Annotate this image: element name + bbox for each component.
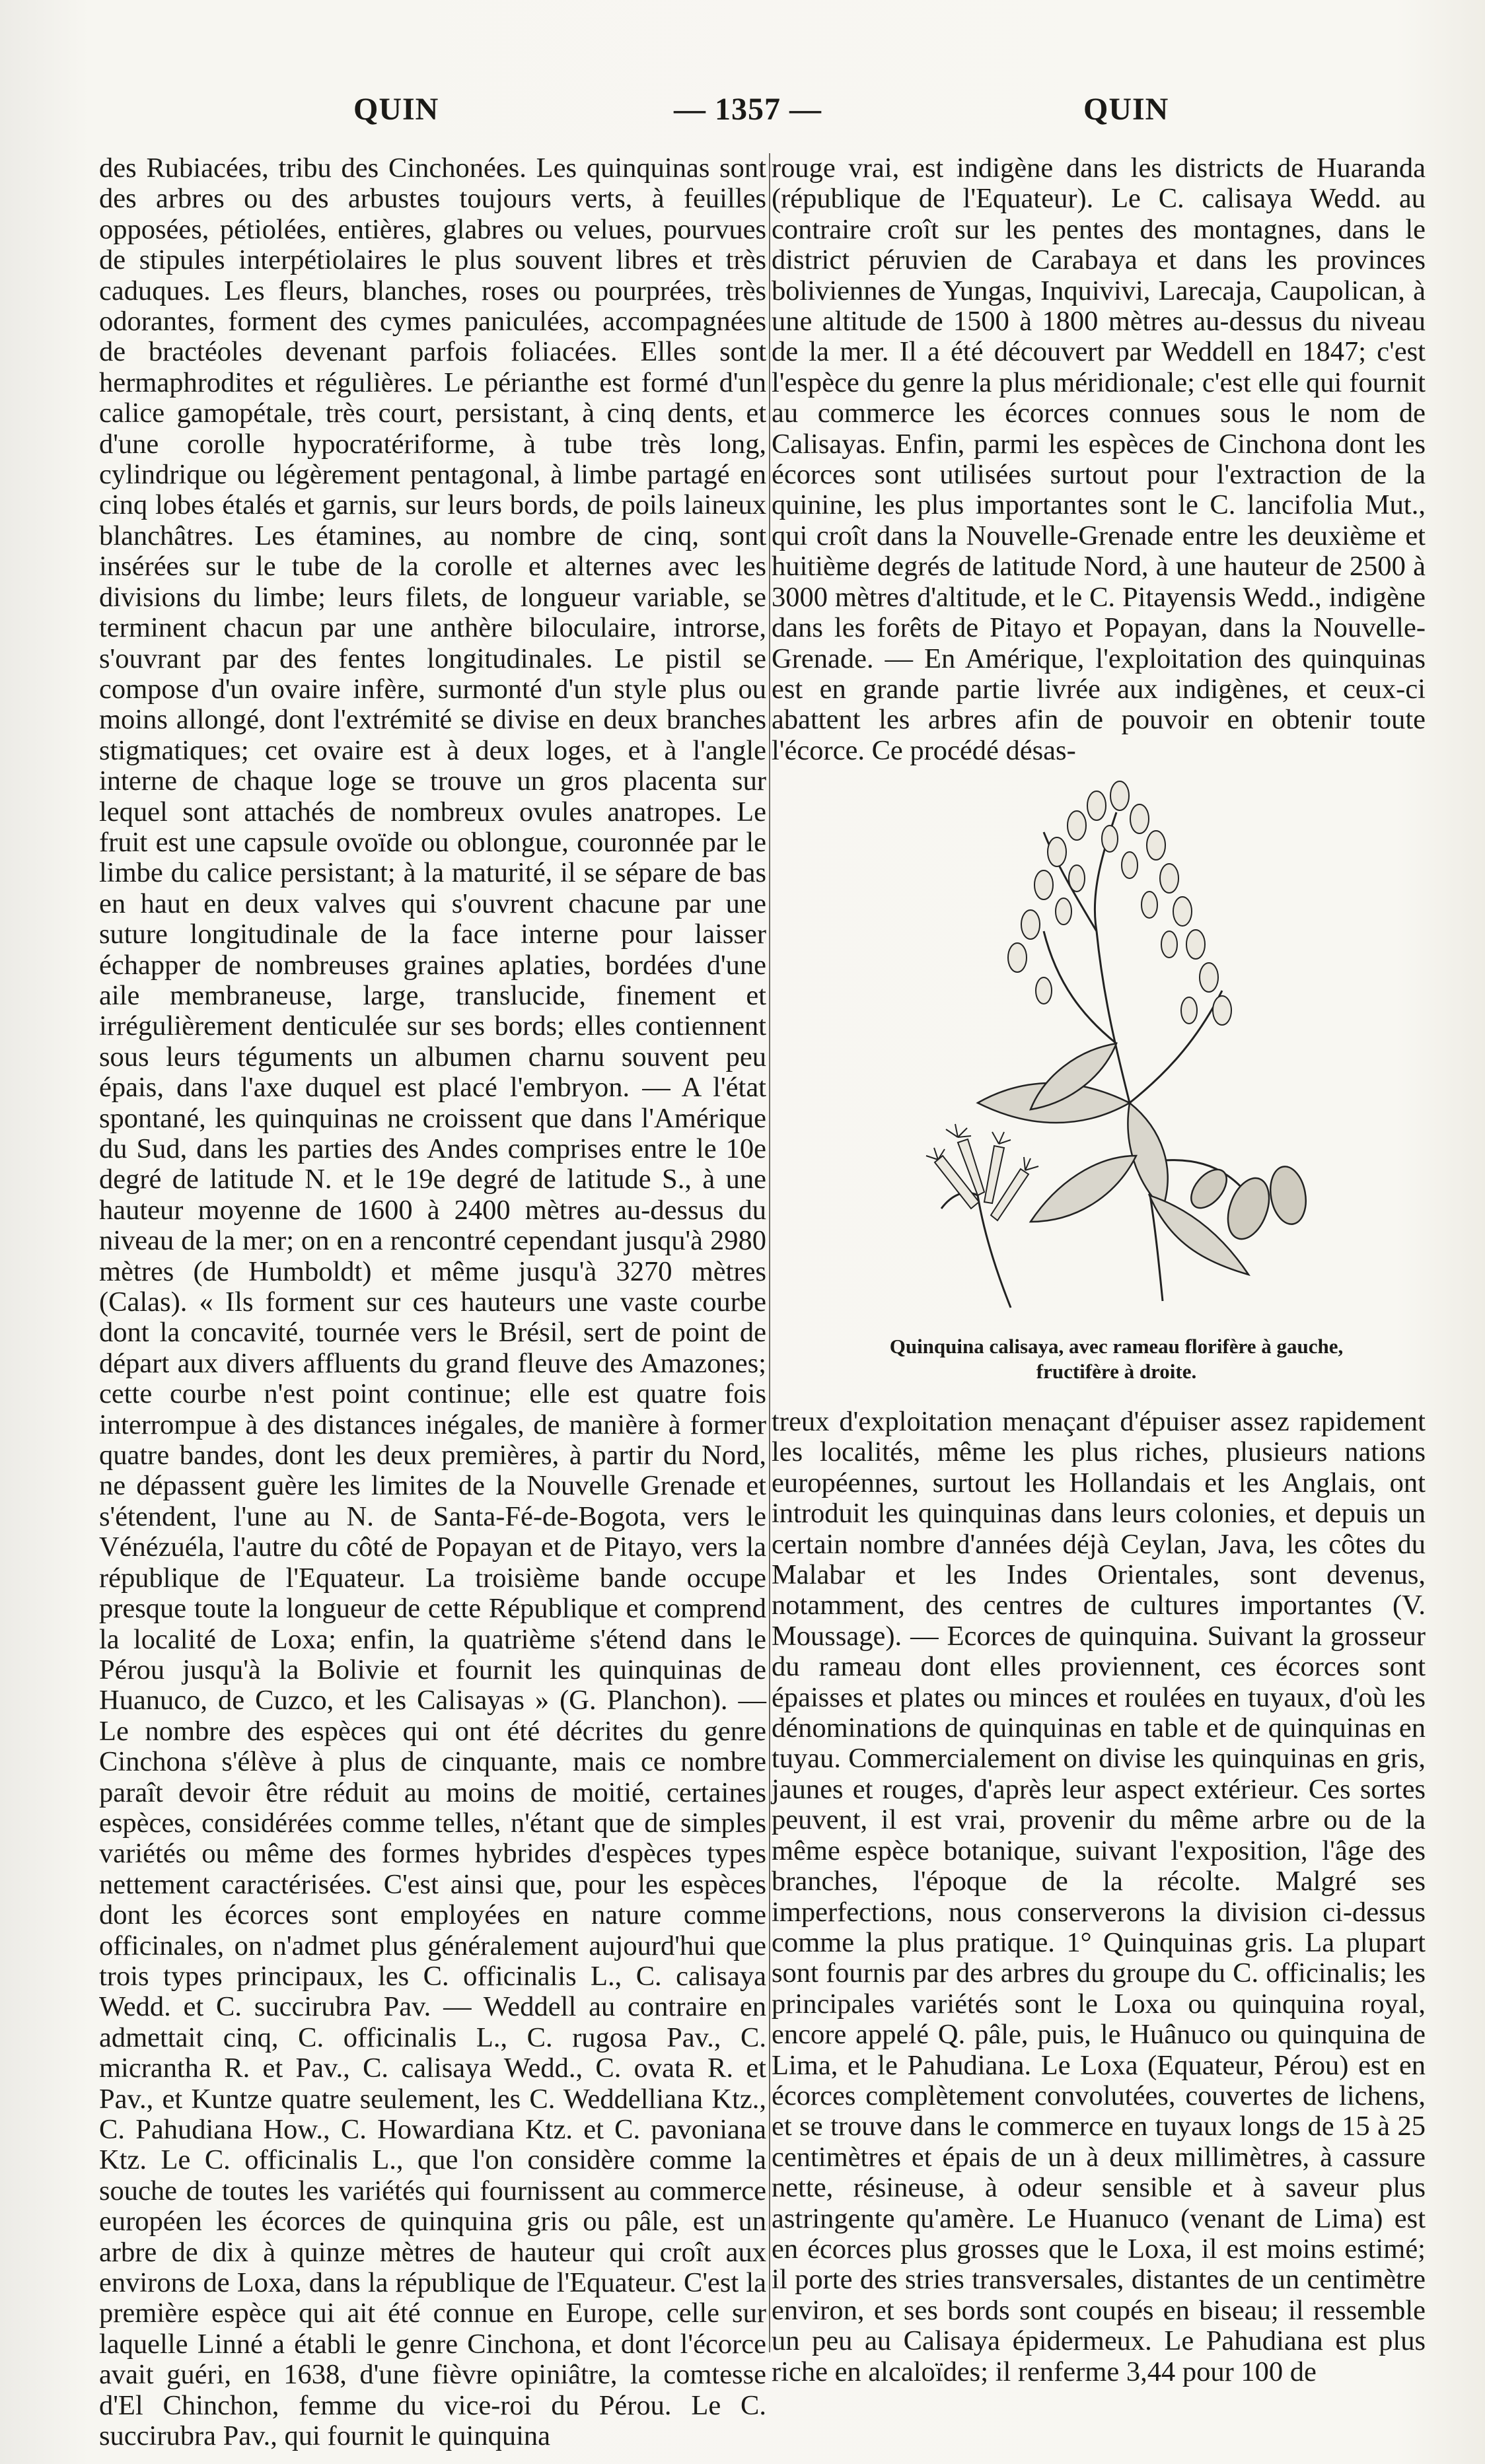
running-header	[92, 91, 1387, 137]
caption-line-1: Quinquina calisaya, avec rameau florifère à gauche,	[889, 1335, 1344, 1358]
left-column	[99, 153, 766, 2452]
column-divider	[769, 153, 770, 2352]
figure-caption	[832, 1334, 1400, 1384]
cinchona-illustration	[879, 733, 1328, 1327]
header-right-word: QUIN	[1083, 92, 1169, 127]
page-number: — 1357 —	[674, 92, 822, 127]
plant-engraving-image	[879, 733, 1328, 1327]
caption-line-2: fructifère à droite.	[1036, 1360, 1197, 1383]
right-column-top	[772, 153, 1426, 766]
right-column-bottom-text: treux d'exploitation menaçant d'épuiser assez rapidement les localités, même les plus riches, plusieurs nations européennes, surtout les Hollandais et les Anglais, ont introduit les quinquinas dans leurs colonies, et depuis un certain nombre d'années déjà Ceylan, Java, les côtes du Malabar et les Indes Orientales, sont devenus, notamment, des centres de cultures importantes (V. Moussage). — Ecorces de quinquina. Suivant la grosseur du rameau dont elles proviennent, ces écorces sont épaisses et plates ou minces et roulées en tuyaux, d'où les dénominations de quinquinas en table et de quinquinas en tuyau. Commercialement on divise les quinquinas en gris, jaunes et rouges, d'après leur aspect extérieur. Ces sortes peuvent, il est vrai, provenir du même arbre ou de la même espèce botanique, suivant l'exposition, l'âge des branches, l'époque de la récolte. Malgré ses imperfections, nous conserverons la division ci-dessus comme la plus pratique. 1° Quinquinas gris. La plupart sont fournis par des arbres du groupe du C. officinalis; les principales variétés sont le Loxa ou quinquina royal, encore appelé Q. pâle, puis, le Huânuco ou quinquina de Lima, et le Pahudiana. Le Loxa (Equateur, Pérou) est en écorces complètement convolutées, couvertes de lichens, et se trouve dans le commerce en tuyaux longs de 15 à 25 centimètres et épais de un à deux millimètres, à cassure nette, résineuse, à odeur sensible et à saveur plus astringente qu'amère. Le Huanuco (venant de Lima) est en écorces plus grosses que le Loxa, il est moins estimé; il porte des stries transversales, distantes de un centimètre environ, et ses bords sont coupés en biseau; il ressemble un peu au Calisaya épidermeux. Le Pahudiana est plus riche en alcaloïdes; il renferme 3,44 pour 100 de	[772, 1406, 1426, 2387]
right-column-top-text: rouge vrai, est indigène dans les districts de Huaranda (république de l'Equateur). Le C. calisaya Wedd. au contraire croît sur les pentes des montagnes, dans le district péruvien de Carabaya et dans les provinces boliviennes de Yungas, Inquivivi, Larecaja, Caupolican, à une altitude de 1500 à 1800 mètres au-dessus du niveau de la mer. Il a été découvert par Weddell en 1847; c'est l'espèce du genre la plus méridionale; c'est elle qui fournit au commerce les écorces connues sous le nom de Calisayas. Enfin, parmi les espèces de Cinchona dont les écorces sont utilisées surtout pour l'extraction de la quinine, les plus importantes sont le C. lancifolia Mut., qui croît dans la Nouvelle-Grenade entre les deuxième et huitième degrés de latitude Nord, à une hauteur de 2500 à 3000 mètres d'altitude, et le C. Pitayensis Wedd., indigène dans les forêts de Pitayo et Popayan, dans la Nouvelle-Grenade. — En Amérique, l'exploitation des quinquinas est en grande partie livrée aux indigènes, et ceux-ci abattent les arbres afin de pouvoir en obtenir toute l'écorce. Ce procédé désas-	[772, 153, 1426, 766]
right-column-bottom	[772, 1406, 1426, 2387]
header-left-word: QUIN	[353, 92, 439, 127]
left-column-text: des Rubiacées, tribu des Cinchonées. Les quinquinas sont des arbres ou des arbustes toujours verts, à feuilles opposées, pétiolées, entières, glabres ou velues, pourvues de stipules interpétiolaires le plus souvent libres et très caduques. Les fleurs, blanches, roses ou pourprées, très odorantes, forment des cymes paniculées, accompagnées de bractéoles devenant parfois foliacées. Elles sont hermaphrodites et régulières. Le périanthe est formé d'un calice gamopétale, très court, persistant, à cinq dents, et d'une corolle hypocratériforme, à tube très long, cylindrique ou légèrement pentagonal, à limbe partagé en cinq lobes étalés et garnis, sur leurs bords, de poils laineux blanchâtres. Les étamines, au nombre de cinq, sont insérées sur le tube de la corolle et alternes avec les divisions du limbe; leurs filets, de longueur variable, se terminent chacun par une anthère biloculaire, introrse, s'ouvrant par des fentes longitudinales. Le pistil se compose d'un ovaire infère, surmonté d'un style plus ou moins allongé, dont l'extrémité se divise en deux branches stigmatiques; cet ovaire est à deux loges, et à l'angle interne de chaque loge se trouve un gros placenta sur lequel sont attachés de nombreux ovules anatropes. Le fruit est une capsule ovoïde ou oblongue, couronnée par le limbe du calice persistant; à la maturité, il se sépare de bas en haut en deux valves qui s'ouvrent chacune par une suture longitudinale de la face interne pour laisser échapper de nombreuses graines aplaties, bordées d'une aile membraneuse, large, translucide, finement et irrégulièrement denticulée sur ses bords; elles contiennent sous leurs téguments un albumen charnu souvent peu épais, dans l'axe duquel est placé l'embryon. — A l'état spontané, les quinquinas ne croissent que dans l'Amérique du Sud, dans les parties des Andes comprises entre le 10e degré de latitude N. et le 19e degré de latitude S., à une hauteur moyenne de 1600 à 2400 mètres au-dessus du niveau de la mer; on en a rencontré cependant jusqu'à 2980 mètres (de Humboldt) et même jusqu'à 3270 mètres (Calas). « Ils forment sur ces hauteurs une vaste courbe dont la concavité, tournée vers le Brésil, sert de point de départ aux divers affluents du grand fleuve des Amazones; cette courbe n'est point continue; elle est quatre fois interrompue à des distances inégales, de manière à former quatre bandes, dont les deux premières, à partir du Nord, ne dépassent guère les limites de la Nouvelle Grenade et s'étendent, l'une au N. de Santa-Fé-de-Bogota, vers le Vénézuéla, l'autre du côté de Popayan et de Pitayo, vers la république de l'Equateur. La troisième bande occupe presque toute la longueur de cette République et comprend la localité de Loxa; enfin, la quatrième s'étend dans le Pérou jusqu'à la Bolivie et fournit les quinquinas de Huanuco, de Cuzco, et les Calisayas » (G. Planchon). — Le nombre des espèces qui ont été décrites du genre Cinchona s'élève à plus de cinquante, mais ce nombre paraît devoir être réduit au moins de moitié, certaines espèces, considérées comme telles, n'étant que de simples variétés ou même des formes hybrides d'espèces types nettement caractérisées. C'est ainsi que, pour les espèces dont les écorces sont employées en nature comme officinales, on n'admet plus généralement aujourd'hui que trois types principaux, les C. officinalis L., C. calisaya Wedd. et C. succirubra Pav. — Weddell au contraire en admettait cinq, C. officinalis L., C. rugosa Pav., C. micrantha R. et Pav., C. calisaya Wedd., C. ovata R. et Pav., et Kuntze quatre seulement, les C. Weddelliana Ktz., C. Pahudiana How., C. Howardiana Ktz. et C. pavoniana Ktz. Le C. officinalis L., que l'on considère comme la souche de toutes les variétés qui fournissent au commerce européen les écorces de quinquina gris ou pâle, est un arbre de dix à quinze mètres de hauteur qui croît aux environs de Loxa, dans la république de l'Equateur. C'est la première espèce qui ait été connue en Europe, celle sur laquelle Linné a établi le genre Cinchona, et dont l'écorce avait guéri, en 1638, d'une fièvre opiniâtre, la comtesse d'El Chinchon, femme du vice-roi du Pérou. Le C. succirubra Pav., qui fournit le quinquina	[99, 153, 766, 2452]
